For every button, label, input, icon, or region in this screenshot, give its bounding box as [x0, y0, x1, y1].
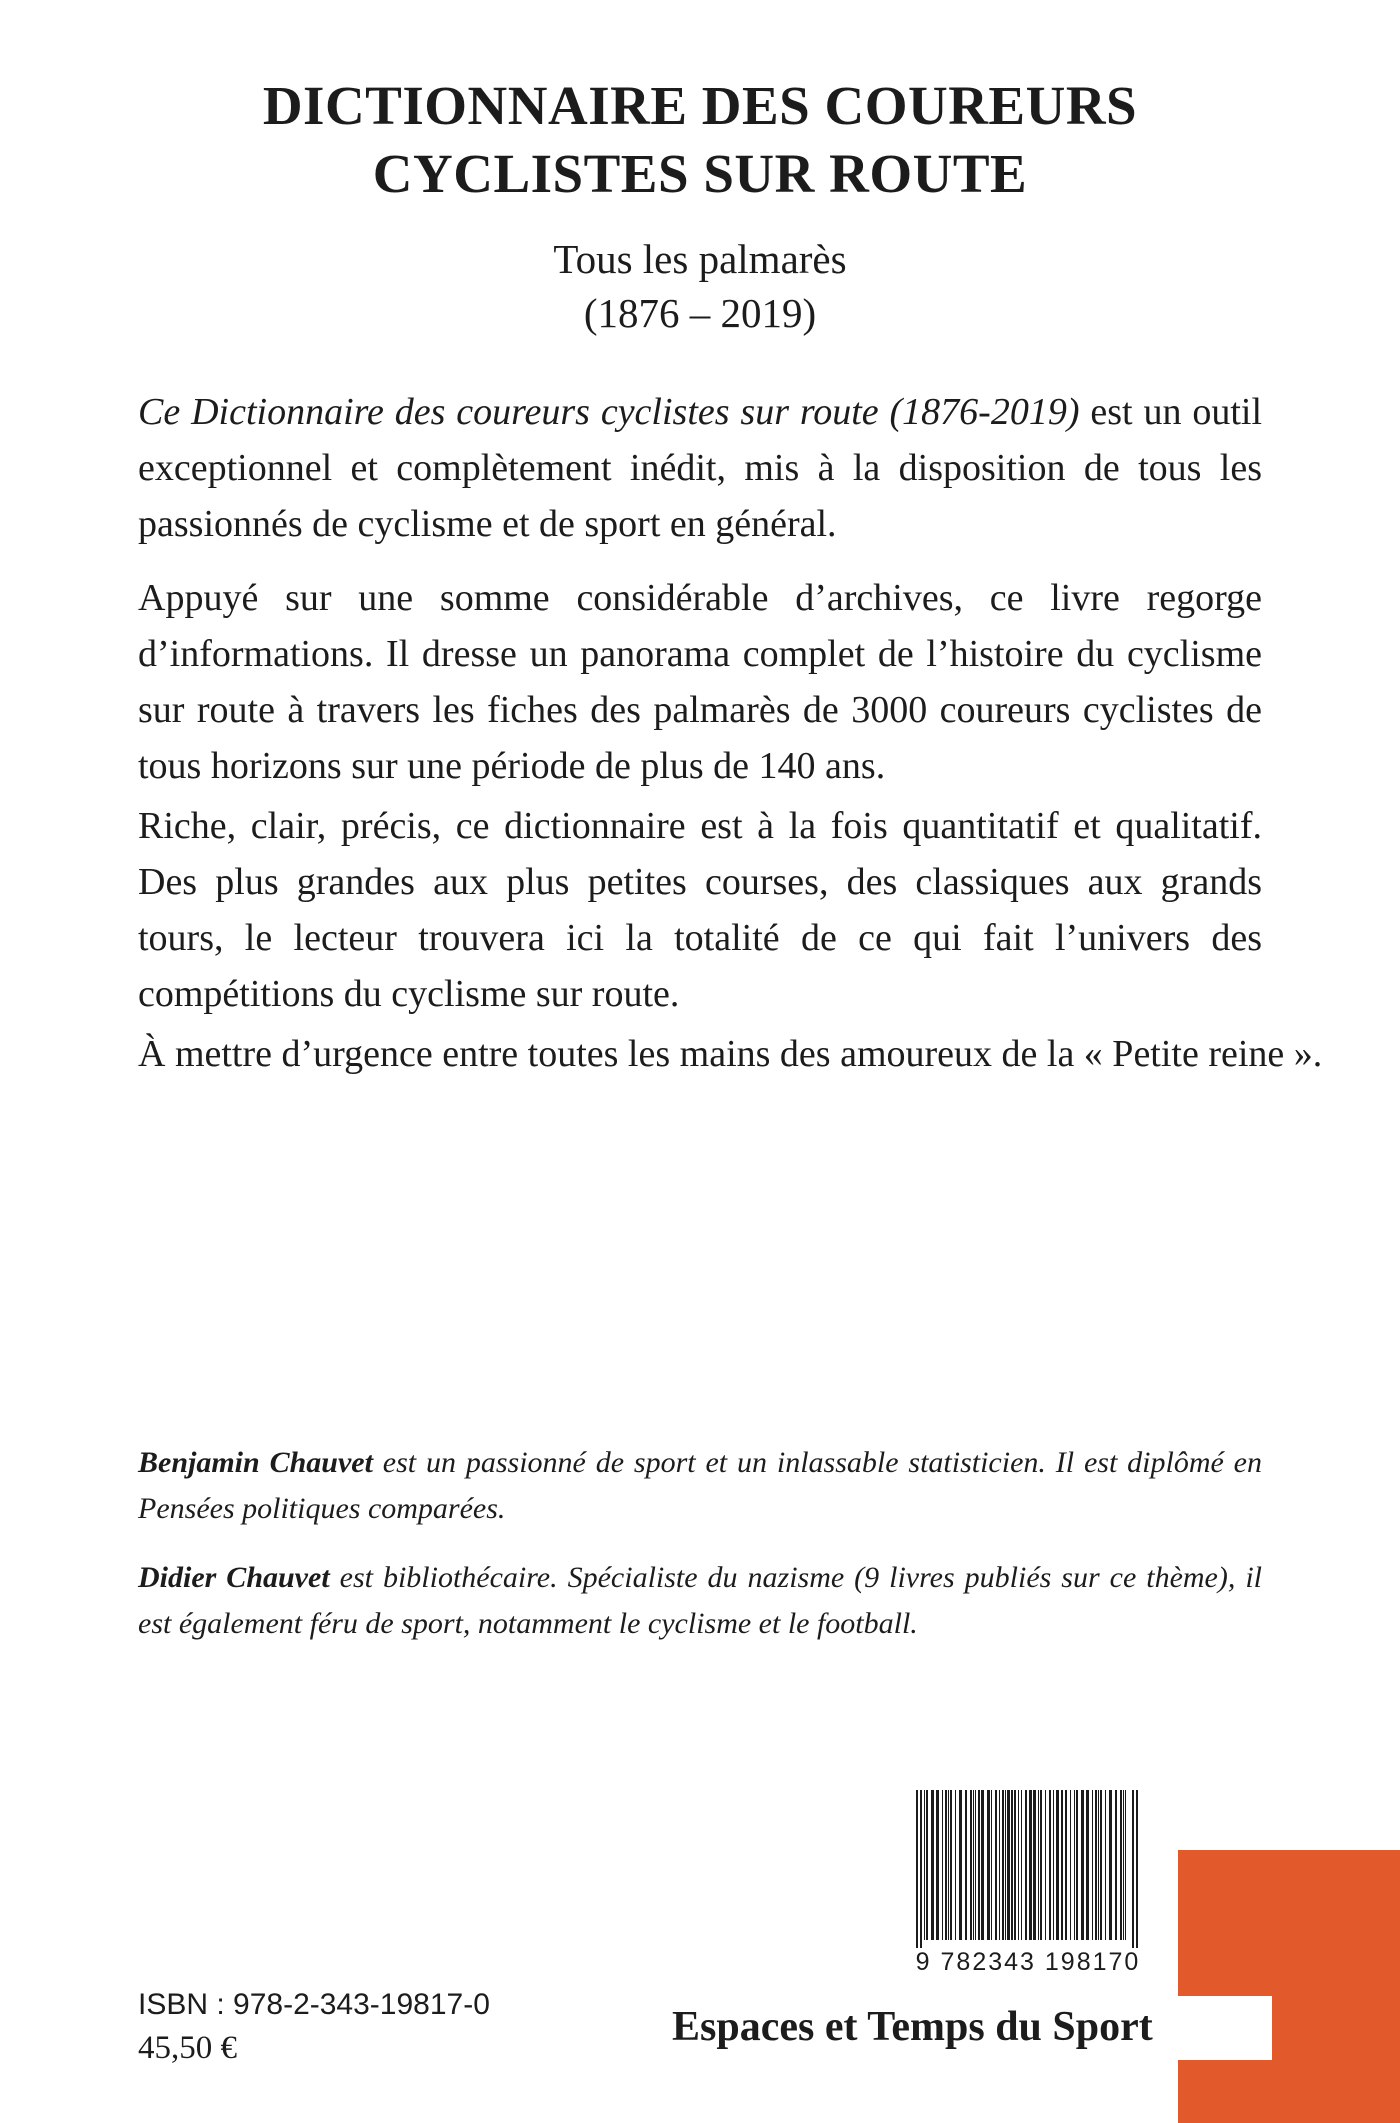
- barcode-bar: [1076, 1790, 1078, 1940]
- barcode-bar: [1136, 1790, 1138, 1948]
- barcode-bar: [1029, 1790, 1032, 1940]
- author-bio-1: [138, 1440, 1262, 1532]
- barcode-bars: [910, 1790, 1146, 1950]
- barcode-bar: [1123, 1790, 1124, 1940]
- barcode-bar: [920, 1790, 922, 1948]
- author-bio-2: [138, 1555, 1262, 1647]
- price: 45,50 €: [138, 2030, 237, 2066]
- barcode-number: 9 782343 198170: [915, 1948, 1141, 1976]
- barcode-bar: [1007, 1790, 1010, 1940]
- barcode-bar: [916, 1790, 918, 1948]
- barcode-bar: [948, 1790, 949, 1940]
- barcode-bar: [924, 1790, 925, 1940]
- barcode-bar: [1086, 1790, 1089, 1940]
- barcode-bar: [1070, 1790, 1071, 1940]
- barcode-bar: [1109, 1790, 1112, 1940]
- book-title-reference: Ce Dictionnaire des coureurs cyclistes sur route (1876-2019): [138, 391, 1080, 433]
- barcode-bar: [973, 1790, 974, 1940]
- author-bio-1-text: est un passionné de sport et un inlassable statisticien. Il est diplômé en Pensées politiques comparées.: [138, 1446, 1262, 1525]
- barcode-bar: [1132, 1790, 1134, 1948]
- orange-accent-block: [1178, 1850, 1400, 2123]
- barcode-bar: [1092, 1790, 1093, 1940]
- description-paragraph-3: Riche, clair, précis, ce dictionnaire est à la fois quantitatif et qualitatif. Des plus grandes aux plus petites courses, des classiques aux grands tours, le lecteur trouvera ici la totalité de ce qui fait l’univers des compétitions du cyclisme sur route.: [138, 805, 1262, 1015]
- barcode-bar: [1025, 1790, 1027, 1940]
- barcode-bar: [1105, 1790, 1106, 1940]
- description-paragraph-2: Appuyé sur une somme considérable d’archives, ce livre regorge d’informations. Il dresse un panorama complet de l’histoire du cyclisme sur route à travers les fiches des palmarès de 3000 coureurs cyclistes de tous horizons sur une période de plus de 140 ans.: [138, 577, 1262, 787]
- barcode-bar: [1061, 1790, 1063, 1940]
- barcode-bar: [1014, 1790, 1016, 1940]
- barcode-bar: [978, 1790, 980, 1940]
- barcode-bar: [1002, 1790, 1004, 1940]
- barcode-bar: [1053, 1790, 1054, 1940]
- barcode-bar: [1056, 1790, 1059, 1940]
- barcode-bar: [959, 1790, 962, 1940]
- barcode-bar: [926, 1790, 928, 1940]
- barcode-bar: [945, 1790, 947, 1940]
- subtitle-line-1: Tous les palmarès: [553, 236, 847, 282]
- barcode-bar: [1033, 1790, 1036, 1940]
- barcode-bar: [1100, 1790, 1102, 1940]
- barcode-bar: [1005, 1790, 1006, 1940]
- book-title: [0, 72, 1400, 208]
- barcode-bar: [1095, 1790, 1097, 1940]
- book-subtitle: [0, 232, 1400, 340]
- barcode-bar: [987, 1790, 990, 1940]
- barcode-bar: [1120, 1790, 1122, 1940]
- barcode-bar: [942, 1790, 943, 1940]
- barcode-bar: [950, 1790, 952, 1940]
- barcode-bar: [1081, 1790, 1084, 1940]
- subtitle-line-2: (1876 – 2019): [583, 290, 817, 336]
- description-paragraph-1: [138, 384, 1262, 552]
- author-bio-2-text: est bibliothécaire. Spécialiste du nazisme (9 livres publiés sur ce thème), il est également féru de sport, notamment le cyclisme et le football.: [138, 1561, 1263, 1640]
- barcode-bar: [1049, 1790, 1051, 1940]
- author-name-2: Didier Chauvet: [138, 1561, 330, 1594]
- barcode-bar: [981, 1790, 984, 1940]
- barcode-bar: [965, 1790, 967, 1940]
- barcode-bar: [991, 1790, 992, 1940]
- barcode-bar: [995, 1790, 997, 1940]
- barcode-bar: [1065, 1790, 1067, 1940]
- collection-name: Espaces et Temps du Sport: [672, 1996, 1272, 2060]
- barcode-bar: [931, 1790, 934, 1940]
- description-paragraph-1-text: est un outil exceptionnel et complètement inédit, mis à la disposition de tous les passionnés de cyclisme et de sport en général.: [138, 391, 1263, 545]
- barcode-bar: [1098, 1790, 1099, 1940]
- barcode-bar: [1045, 1790, 1046, 1940]
- barcode-bar: [975, 1790, 976, 1940]
- barcode-bar: [1011, 1790, 1013, 1940]
- description-paragraph-4: À mettre d’urgence entre toutes les mains des amoureux de la « Petite reine ».: [138, 1033, 1323, 1075]
- barcode-bar: [1115, 1790, 1117, 1940]
- barcode-bar: [936, 1790, 939, 1940]
- barcode-bar: [1074, 1790, 1075, 1940]
- isbn: ISBN : 978-2-343-19817-0: [138, 1988, 490, 2021]
- barcode-bar: [1038, 1790, 1039, 1940]
- book-title-line-1: DICTIONNAIRE DES COUREURS: [262, 75, 1138, 136]
- barcode-bar: [955, 1790, 956, 1940]
- barcode-bar: [1040, 1790, 1042, 1940]
- barcode-bar: [999, 1790, 1000, 1940]
- barcode-bar: [1125, 1790, 1126, 1940]
- author-name-1: Benjamin Chauvet: [138, 1446, 373, 1479]
- barcode-bar: [1018, 1790, 1019, 1940]
- book-title-line-2: CYCLISTES SUR ROUTE: [372, 143, 1028, 204]
- barcode-bar: [970, 1790, 972, 1940]
- barcode: [910, 1790, 1146, 1990]
- barcode-bar: [1021, 1790, 1022, 1940]
